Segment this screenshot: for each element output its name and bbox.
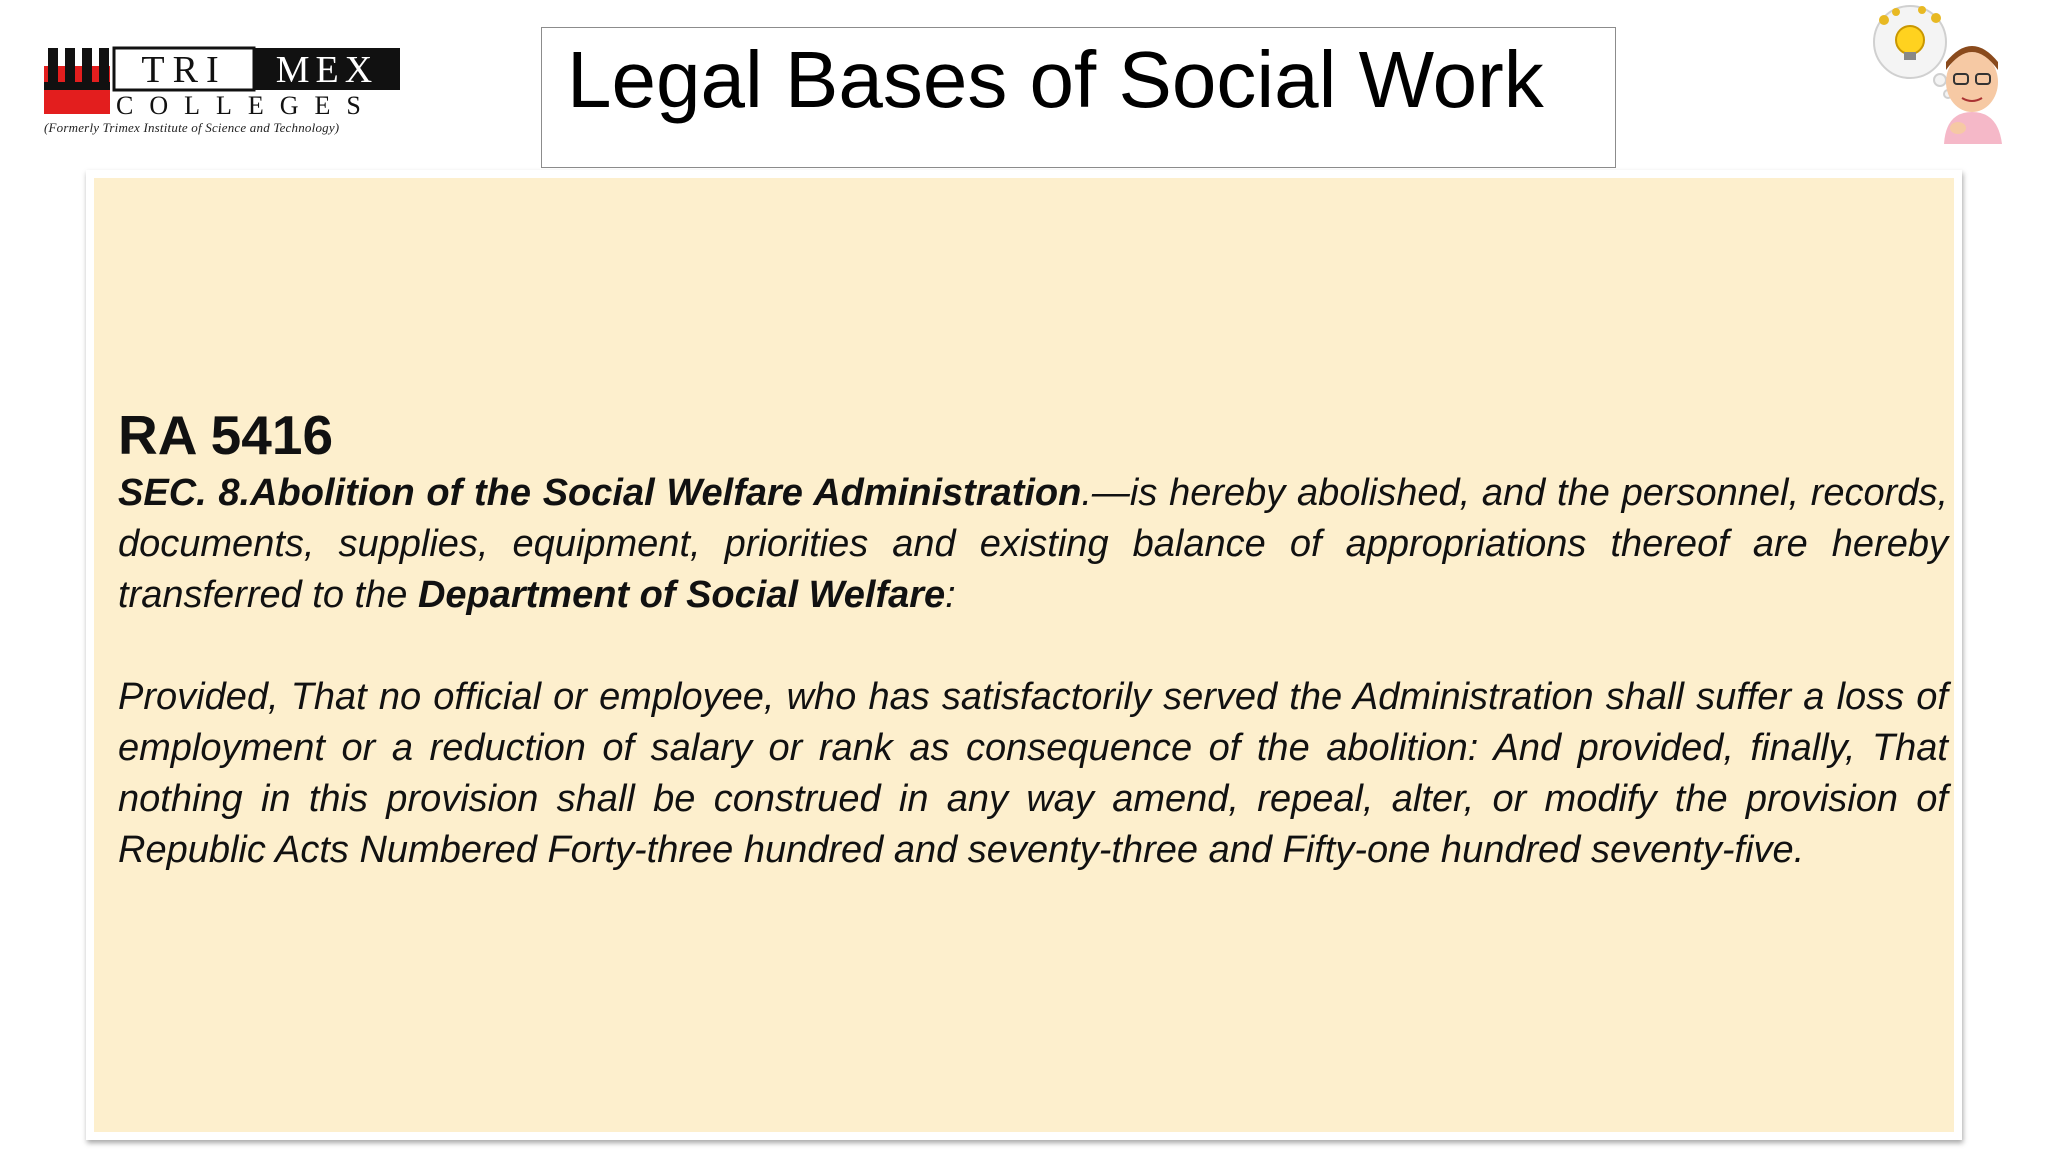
section-label: SEC. 8.Abolition of the Social Welfare Administration <box>118 472 1082 514</box>
slide-title-box <box>541 27 1616 168</box>
slide-title: Legal Bases of Social Work <box>567 35 1544 124</box>
logo-subtitle: (Formerly Trimex Institute of Science and Technology) <box>44 120 340 135</box>
law-heading: RA 5416 <box>118 404 334 466</box>
section-text-a: .—is hereby abolished, and the personnel, records, documents, supplies, equipment, priorities and existing balance of appropriations thereof are hereby transferred to the <box>118 472 1948 616</box>
section-8-paragraph <box>118 468 1948 621</box>
logo-name-tri: TRI <box>141 49 227 91</box>
logo-name-mex: MEX <box>275 49 379 91</box>
college-logo-icon <box>44 44 404 124</box>
section-text-b: : <box>945 574 956 616</box>
department-name: Department of Social Welfare <box>417 574 946 616</box>
content-body <box>118 404 1948 876</box>
college-logo <box>44 44 404 139</box>
logo-colleges: COLLEGES <box>116 91 377 120</box>
proviso-paragraph: Provided, That no official or employee, who has satisfactorily served the Administration shall suffer a loss of employment or a reduction of salary or rank as consequence of the abolition: And provided, finally, That nothing in this provision shall be construed in any way amend, repeal, alter, or modify the provision of Republic Acts Numbered Forty-three hundred and seventy-three and Fifty-one hundred seventy-five. <box>118 676 1948 871</box>
content-panel <box>86 170 1962 1140</box>
thinking-mascot-icon <box>1862 0 2006 144</box>
